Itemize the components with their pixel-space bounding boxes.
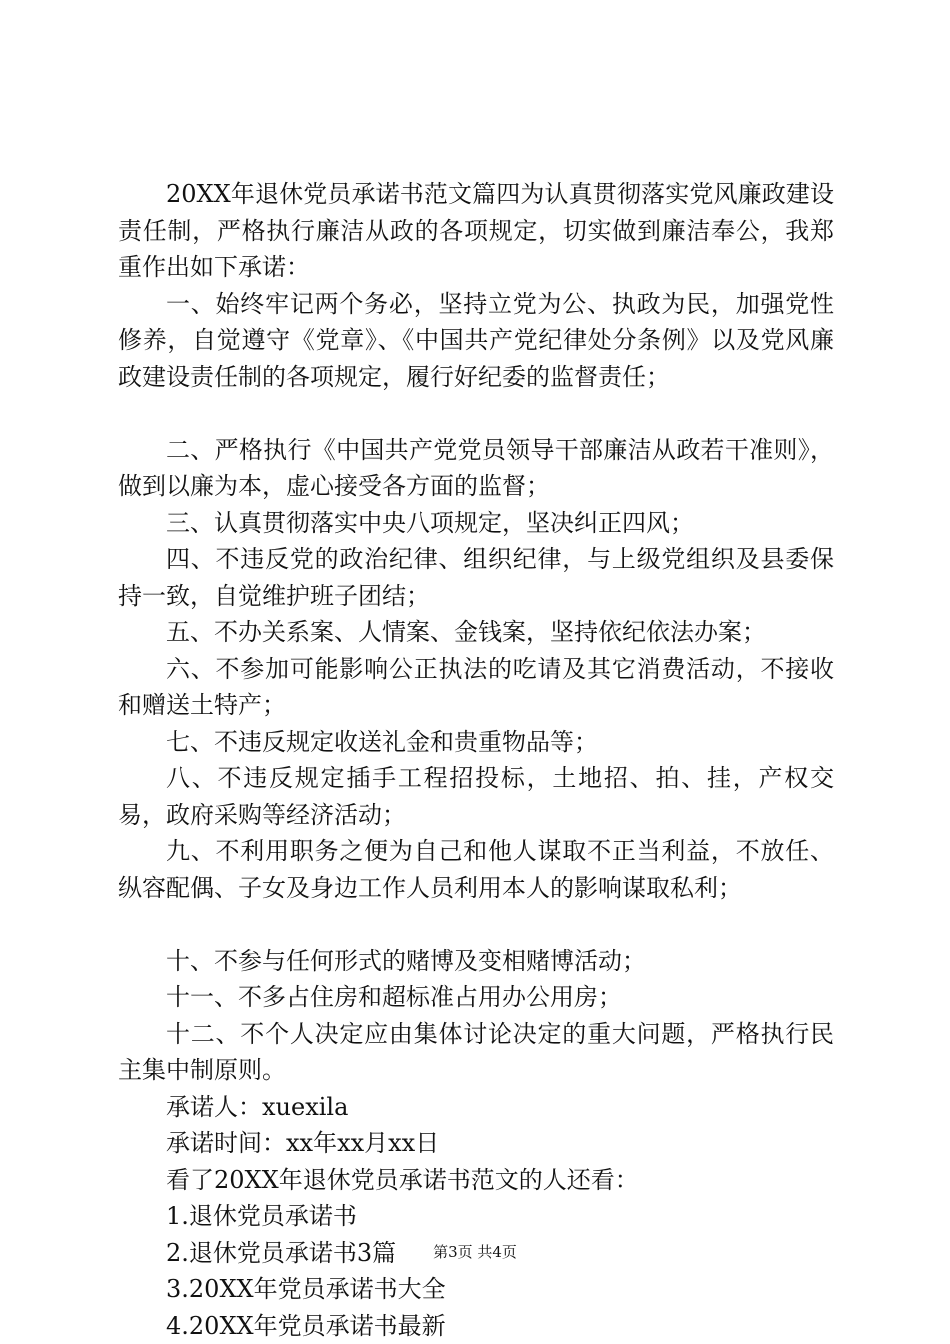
related-item: 2.退休党员承诺书3篇 [166,1238,397,1267]
page-number: 第3页 共4页 [433,1243,517,1261]
pledge-date-line: 承诺时间：xx年xx月xx日 [166,1129,440,1157]
related-heading: 看了20XX年退休党员承诺书范文的人还看： [166,1165,639,1194]
pledge-item-1: 一、始终牢记两个务必，坚持立党为公、执政为民，加强党性修养，自觉遵守《党章》、《中国共产党纪律处分条例》以及党风廉政建设责任制的各项规定，履行好纪委的监督责任； [118,289,834,391]
pledge-item-4: 四、不违反党的政治纪律、组织纪律，与上级党组织及县委保持一致，自觉维护班子团结； [118,545,834,610]
blank-line [118,906,834,943]
related-item: 4.20XX年党员承诺书最新 [166,1311,446,1340]
intro-paragraph: 20XX年退休党员承诺书范文篇四为认真贯彻落实党风廉政建设责任制，严格执行廉洁从政的各项规定，切实做到廉洁奉公，我郑重作出如下承诺： [118,180,834,281]
pledge-item-3: 三、认真贯彻落实中央八项规定，坚决纠正四风； [166,508,694,537]
blank-line [118,395,834,432]
pledger-line: 承诺人：xuexila [166,1092,349,1121]
pledge-item-6: 六、不参加可能影响公正执法的吃请及其它消费活动，不接收和赠送土特产； [118,654,834,719]
pledge-item-12: 十二、不个人决定应由集体讨论决定的重大问题，严格执行民主集中制原则。 [118,1019,834,1084]
related-item: 1.退休党员承诺书 [166,1202,357,1230]
pledge-item-8: 八、不违反规定插手工程招投标，土地招、拍、挂，产权交易，政府采购等经济活动； [118,764,834,829]
pledge-item-2: 二、严格执行《中国共产党党员领导干部廉洁从政若干准则》，做到以廉为本，虚心接受各方面的监督； [118,435,834,500]
pledge-item-11: 十一、不多占住房和超标准占用办公用房； [166,983,622,1011]
related-item: 3.20XX年党员承诺书大全 [166,1275,446,1303]
document-body [118,176,834,1344]
pledge-item-7: 七、不违反规定收送礼金和贵重物品等； [166,727,598,756]
pledge-item-10: 十、不参与任何形式的赌博及变相赌博活动； [166,946,646,975]
pledge-item-5: 五、不办关系案、人情案、金钱案，坚持依纪依法办案； [166,618,766,646]
pledge-item-9: 九、不利用职务之便为自己和他人谋取不正当利益，不放任、纵容配偶、子女及身边工作人员利用本人的影响谋取私利； [118,837,834,902]
